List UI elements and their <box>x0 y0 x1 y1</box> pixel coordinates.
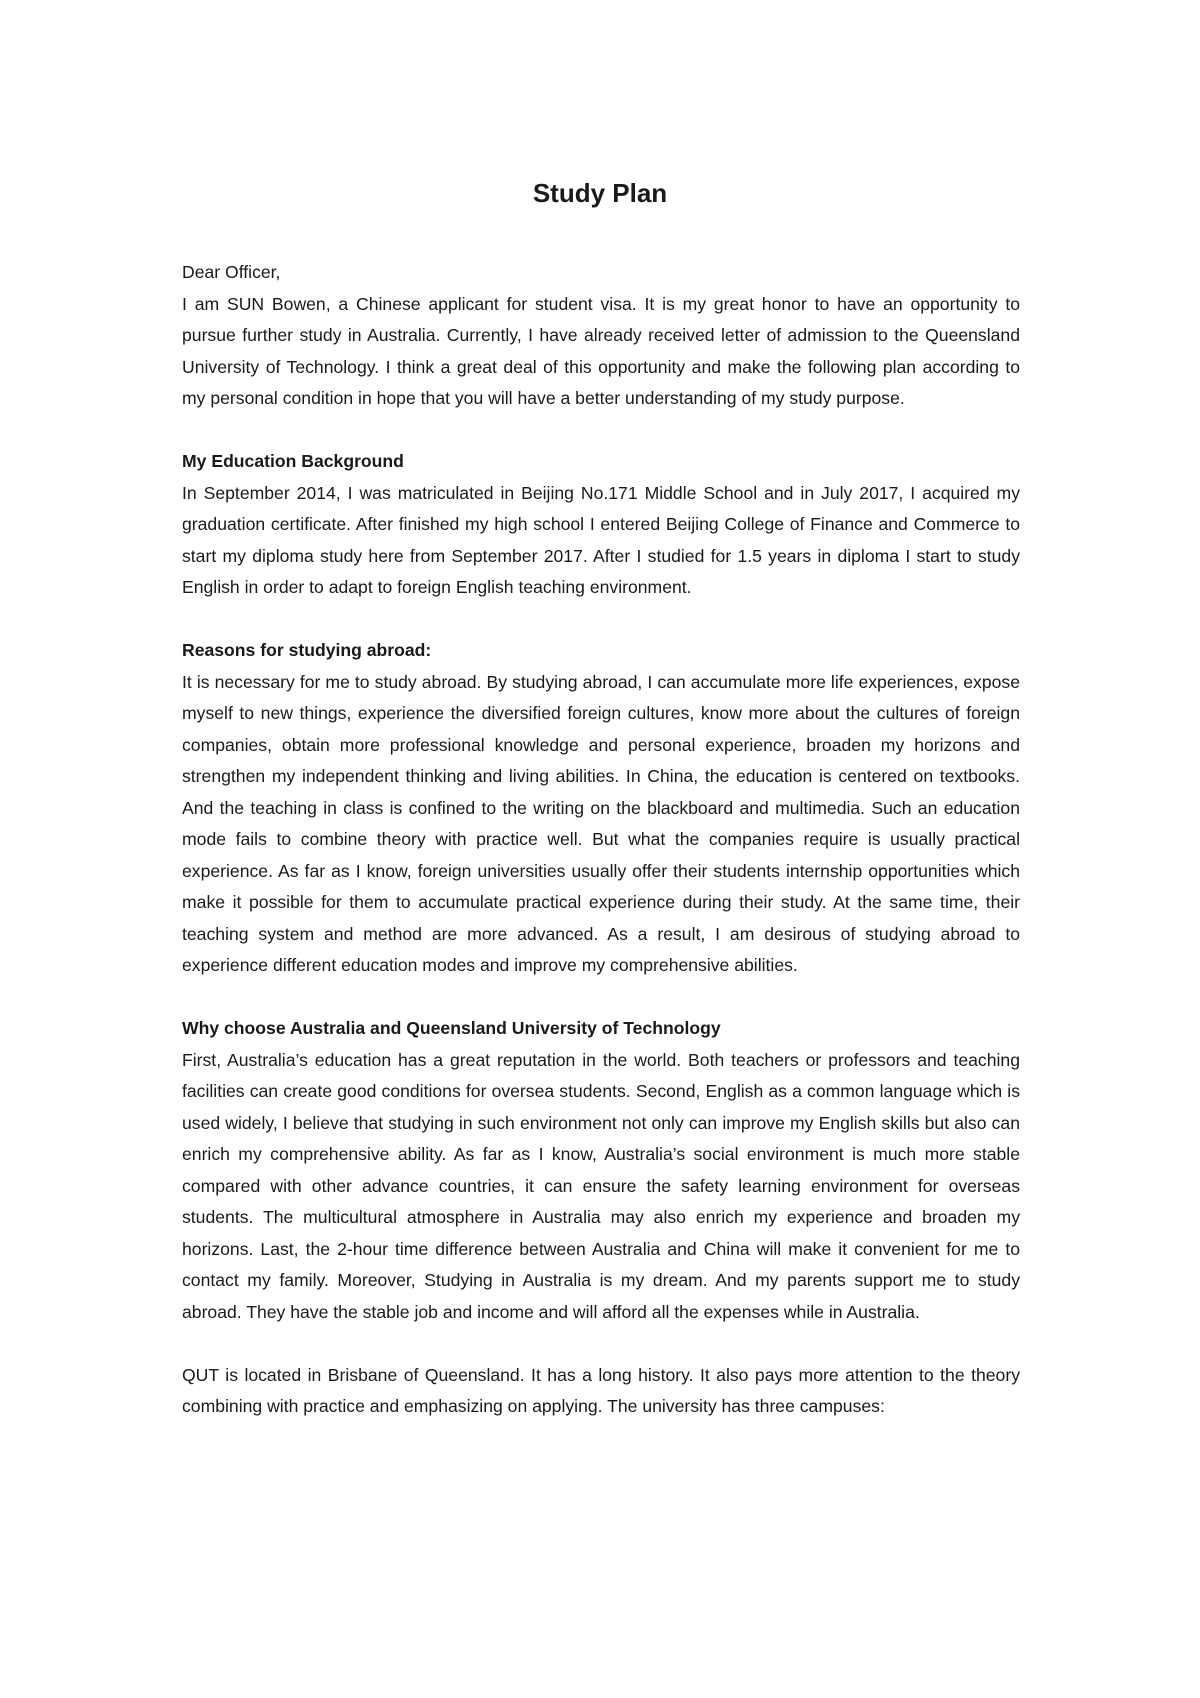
section-heading-reasons: Reasons for studying abroad: <box>182 640 432 660</box>
salutation: Dear Officer, <box>182 262 281 282</box>
section-heading-education: My Education Background <box>182 451 404 471</box>
section-heading-why-australia: Why choose Australia and Queensland University of Technology <box>182 1018 721 1038</box>
section-text-why-australia: First, Australia’s education has a great reputation in the world. Both teachers or professors and teaching facilities can create good conditions for oversea students. Second, English as a common language which is used widely, I believe that studying in such environment not only can improve my English skills but also can enrich my comprehensive ability. As far as I know, Australia’s social environment is much more stable compared with other advance countries, it can ensure the safety learning environment for overseas students. The multicultural atmosphere in Australia may also enrich my experience and broaden my horizons. Last, the 2-hour time difference between Australia and China will make it convenient for me to contact my family. Moreover, Studying in Australia is my dream. And my parents support me to study abroad. They have the stable job and income and will afford all the expenses while in Australia. <box>182 1049 1020 1322</box>
section-text-reasons: It is necessary for me to study abroad. By studying abroad, I can accumulate more life experiences, expose myself to new things, experience the diversified foreign cultures, know more about the cultures of foreign companies, obtain more professional knowledge and personal experience, broaden my horizons and strengthen my independent thinking and living abilities. In China, the education is centered on textbooks. And the teaching in class is confined to the writing on the blackboard and multimedia. Such an education mode fails to combine theory with practice well. But what the companies require is usually practical experience. As far as I know, foreign universities usually offer their students internship opportunities which make it possible for them to accumulate practical experience during their study. At the same time, their teaching system and method are more advanced. As a result, I am desirous of studying abroad to experience different education modes and improve my comprehensive abilities. <box>182 671 1020 975</box>
closing-paragraph: QUT is located in Brisbane of Queensland. It has a long history. It also pays more attention to the theory combining with practice and emphasizing on applying. The university has three campuses: <box>182 1364 1020 1416</box>
paragraph-gap <box>182 415 1020 447</box>
document-body <box>182 257 1020 1423</box>
page-title: Study Plan <box>532 178 668 208</box>
section-text-education: In September 2014, I was matriculated in Beijing No.171 Middle School and in July 2017, I acquired my graduation certificate. After finished my high school I entered Beijing College of Finance and Commerce to start my diploma study here from September 2017. After I studied for 1.5 years in diploma I start to study English in order to adapt to foreign English teaching environment. <box>182 482 1020 597</box>
paragraph-gap <box>182 604 1020 636</box>
paragraph-gap <box>182 982 1020 1014</box>
intro-paragraph: I am SUN Bowen, a Chinese applicant for student visa. It is my great honor to have an opportunity to pursue further study in Australia. Currently, I have already received letter of admission to the Queensland University of Technology. I think a great deal of this opportunity and make the following plan according to my personal condition in hope that you will have a better understanding of my study purpose. <box>182 293 1020 408</box>
paragraph-gap <box>182 1328 1020 1360</box>
